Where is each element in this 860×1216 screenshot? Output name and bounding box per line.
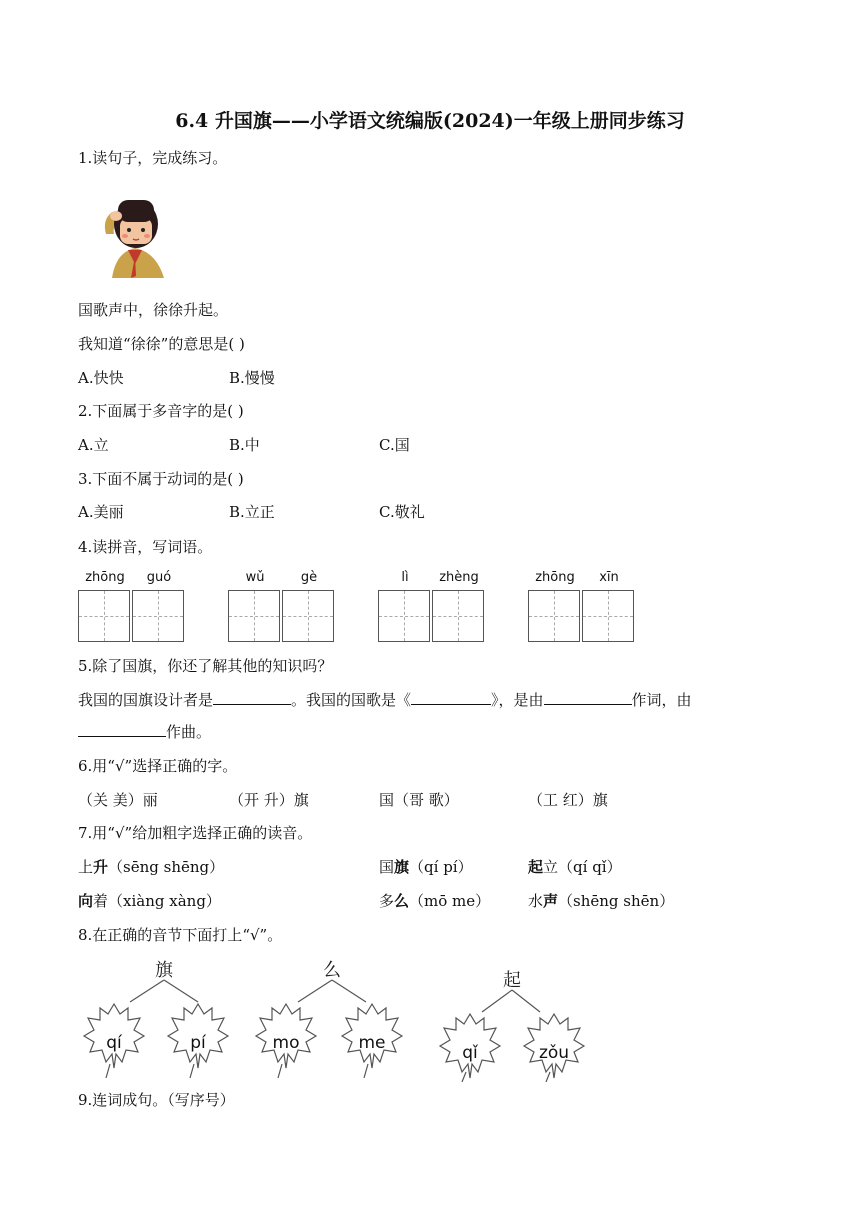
syllable-option: qǐ: [462, 1043, 478, 1063]
q7-pinyin: （shēng shēn）: [558, 892, 675, 910]
leaf-tree: [84, 960, 228, 1078]
writing-grid[interactable]: [528, 590, 580, 642]
q3-option-a[interactable]: A.美丽: [78, 503, 124, 521]
q7-bold-char: 向: [78, 892, 94, 910]
q5-text: 我国的国旗设计者是: [78, 691, 214, 709]
q5-text: 作曲。: [166, 723, 212, 741]
tree-character: 么: [323, 960, 341, 981]
pinyin-label: gè: [300, 570, 318, 585]
q7-bold-char: 升: [93, 858, 109, 876]
question-9-prompt: 9.连词成句。（写序号）: [78, 1091, 235, 1109]
q5-text: 作词，由: [631, 691, 692, 709]
syllable-option: me: [358, 1033, 386, 1053]
q7-item[interactable]: [78, 857, 224, 877]
question-1-sentence: 国歌声中，徐徐升起。: [78, 301, 229, 319]
question-1-prompt: 1.读句子，完成练习。: [78, 149, 228, 167]
question-5-line-2: [78, 722, 211, 742]
question-7-prompt: 7.用“√”给加粗字选择正确的读音。: [78, 824, 313, 842]
q7-bold-char: 么: [394, 892, 410, 910]
leaf-tree-diagram: [70, 952, 630, 1082]
q7-pinyin: （qí pí）: [409, 858, 473, 876]
q7-pinyin: （xiàng xàng）: [108, 892, 221, 910]
q2-option-b[interactable]: B.中: [229, 436, 260, 454]
q7-char: 国: [379, 858, 395, 876]
q7-pinyin: （qí qǐ）: [558, 858, 622, 876]
q3-option-b[interactable]: B.立正: [229, 503, 275, 521]
syllable-option: pí: [190, 1033, 206, 1053]
tree-character: 旗: [155, 960, 173, 981]
pinyin-label: xīn: [599, 570, 619, 585]
q6-item[interactable]: （关 美）丽: [78, 791, 158, 809]
question-3-prompt: 3.下面不属于动词的是( ): [78, 470, 244, 488]
q7-pinyin: （sēng shēng）: [108, 858, 225, 876]
question-5-prompt: 5.除了国旗，你还了解其他的知识吗？: [78, 657, 333, 675]
q7-item[interactable]: [78, 891, 221, 911]
q7-item[interactable]: [528, 857, 622, 877]
page-title: 6.4 升国旗——小学语文统编版(2024)一年级上册同步练习: [175, 110, 685, 132]
q7-bold-char: 起: [528, 858, 544, 876]
writing-grid[interactable]: [132, 590, 184, 642]
q7-item[interactable]: [528, 891, 674, 911]
q6-item[interactable]: 国（哥 歌）: [379, 791, 459, 809]
writing-grid[interactable]: [78, 590, 130, 642]
q7-pinyin: （mō me）: [409, 892, 491, 910]
leaf-tree: [256, 960, 402, 1078]
writing-grid[interactable]: [432, 590, 484, 642]
q7-bold-char: 旗: [394, 858, 410, 876]
q3-option-c[interactable]: C.敬礼: [379, 503, 425, 521]
q7-char: 立: [543, 858, 559, 876]
q6-item[interactable]: （开 升）旗: [229, 791, 309, 809]
q2-option-a[interactable]: A.立: [78, 436, 109, 454]
q1-option-a[interactable]: A.快快: [78, 369, 124, 387]
pinyin-label: zhèng: [439, 570, 479, 585]
writing-grid[interactable]: [282, 590, 334, 642]
q7-bold-char: 声: [543, 892, 559, 910]
girl-saluting-illustration: [98, 190, 172, 282]
pinyin-label: zhōng: [535, 570, 575, 585]
question-6-prompt: 6.用“√”选择正确的字。: [78, 757, 238, 775]
pinyin-label: zhōng: [85, 570, 125, 585]
question-8-prompt: 8.在正确的音节下面打上“√”。: [78, 926, 283, 944]
answer-blank[interactable]: [78, 722, 166, 737]
question-1-question: 我知道“徐徐”的意思是( ): [78, 335, 245, 353]
q7-char: 上: [78, 858, 94, 876]
pinyin-label: lì: [401, 570, 409, 585]
q7-item[interactable]: [379, 891, 490, 911]
q7-char: 多: [379, 892, 395, 910]
question-2-prompt: 2.下面属于多音字的是( ): [78, 402, 244, 420]
q7-char: 水: [528, 892, 544, 910]
q1-option-b[interactable]: B.慢慢: [229, 369, 275, 387]
writing-grid[interactable]: [582, 590, 634, 642]
q7-char: 着: [93, 892, 109, 910]
pinyin-label: wǔ: [245, 570, 265, 585]
answer-blank[interactable]: [411, 690, 491, 705]
q6-item[interactable]: （工 红）旗: [528, 791, 608, 809]
writing-grid[interactable]: [228, 590, 280, 642]
syllable-option: mo: [272, 1033, 300, 1053]
syllable-option: zǒu: [538, 1043, 570, 1063]
answer-blank[interactable]: [544, 690, 632, 705]
question-5-line-1: [78, 690, 692, 710]
tree-character: 起: [503, 970, 521, 991]
question-4-prompt: 4.读拼音，写词语。: [78, 538, 213, 556]
syllable-option: qí: [106, 1033, 122, 1053]
q2-option-c[interactable]: C.国: [379, 436, 410, 454]
q5-text: 》，是由: [491, 691, 544, 709]
pinyin-label: guó: [146, 570, 172, 585]
q7-item[interactable]: [379, 857, 473, 877]
writing-grid[interactable]: [378, 590, 430, 642]
answer-blank[interactable]: [213, 690, 291, 705]
q5-text: 。我国的国歌是《: [291, 691, 412, 709]
leaf-tree: [440, 970, 584, 1082]
